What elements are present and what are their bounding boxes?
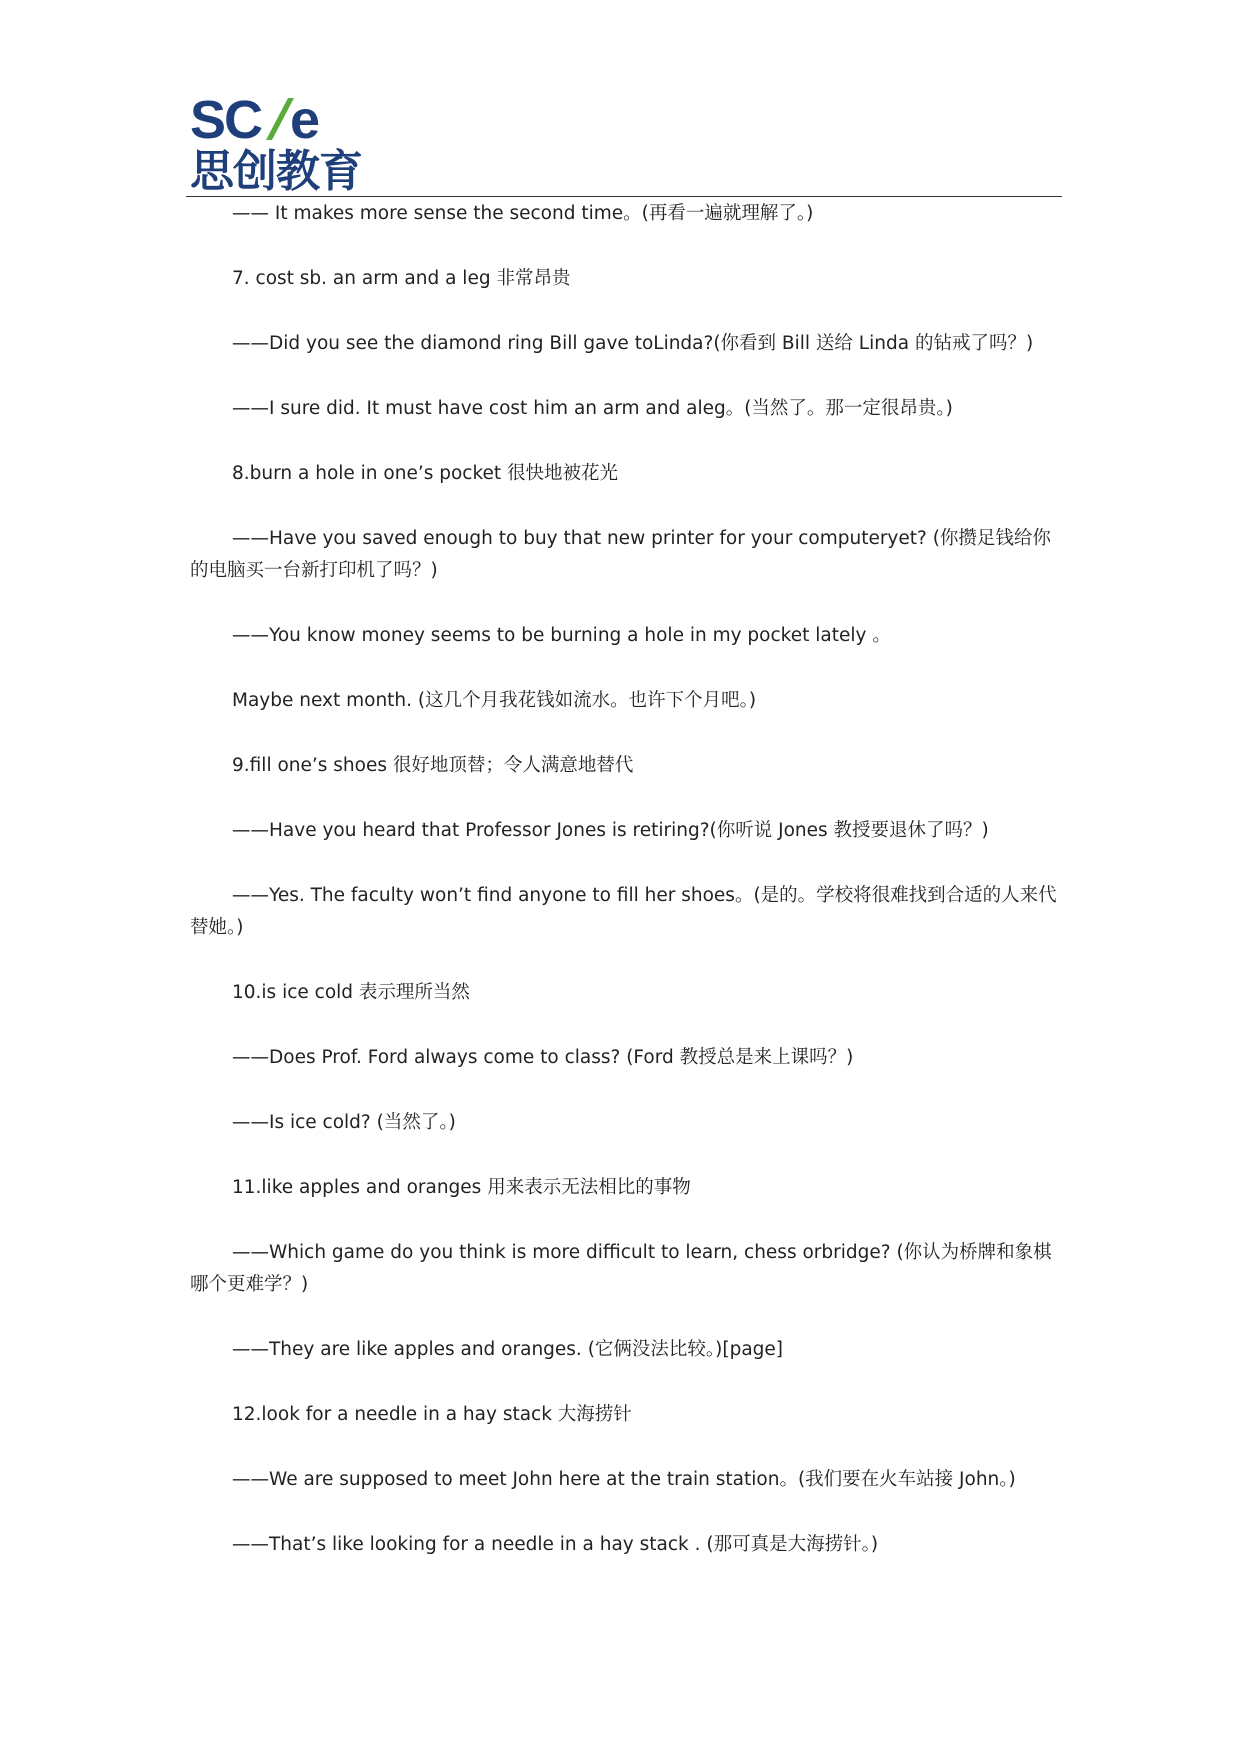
paragraph: —— It makes more sense the second time。(再看一遍就理解了。): [232, 203, 814, 224]
dialogue-line: ——Which game do you think is more difficult to learn, chess orbridge? (你认为桥牌和象棋哪个更难学？): [190, 1242, 1052, 1295]
dialogue-line: ——We are supposed to meet John here at the train station。(我们要在火车站接 John。): [232, 1469, 1016, 1490]
idiom-heading: 9.fill one’s shoes 很好地顶替；令人满意地替代: [232, 755, 634, 776]
dialogue-line: ——Did you see the diamond ring Bill gave toLinda?(你看到 Bill 送给 Linda 的钻戒了吗？): [232, 333, 1034, 354]
dialogue-line: ——That’s like looking for a needle in a hay stack . (那可真是大海捞针。): [232, 1534, 879, 1555]
dialogue-line: ——Is ice cold? (当然了。): [232, 1112, 456, 1133]
idiom-heading: 10.is ice cold 表示理所当然: [232, 982, 470, 1003]
dialogue-line: ——Have you heard that Professor Jones is retiring?(你听说 Jones 教授要退休了吗？): [232, 820, 989, 841]
idiom-heading: 11.like apples and oranges 用来表示无法相比的事物: [232, 1177, 691, 1198]
logo-wordmark: SC: [190, 92, 262, 150]
idiom-heading: 12.look for a needle in a hay stack 大海捞针: [232, 1404, 632, 1425]
logo: [190, 92, 400, 192]
logo-chinese: 思创教育: [190, 146, 362, 192]
idiom-heading: 8.burn a hole in one’s pocket 很快地被花光: [232, 463, 619, 484]
dialogue-line: ——Yes. The faculty won’t find anyone to fill her shoes。(是的。学校将很难找到合适的人来代替她。): [190, 885, 1057, 938]
dialogue-line: ——I sure did. It must have cost him an arm and aleg。(当然了。那一定很昂贵。): [232, 398, 953, 419]
logo-wordmark-e: e: [290, 92, 321, 150]
dialogue-line: ——They are like apples and oranges. (它俩没法比较。)[page]: [232, 1339, 784, 1360]
document-body: [190, 198, 1060, 1594]
dialogue-line: ——Have you saved enough to buy that new printer for your computeryet? (你攒足钱给你的电脑买一台新打印机了吗？): [190, 528, 1051, 581]
dialogue-line: ——You know money seems to be burning a hole in my pocket lately 。: [232, 625, 891, 646]
idiom-heading: 7. cost sb. an arm and a leg 非常昂贵: [232, 268, 571, 289]
dialogue-line: ——Does Prof. Ford always come to class? (Ford 教授总是来上课吗？): [232, 1047, 854, 1068]
header-rule: [186, 196, 1062, 197]
logo-graphic: [190, 92, 400, 192]
dialogue-line: Maybe next month. (这几个月我花钱如流水。也许下个月吧。): [232, 690, 757, 711]
